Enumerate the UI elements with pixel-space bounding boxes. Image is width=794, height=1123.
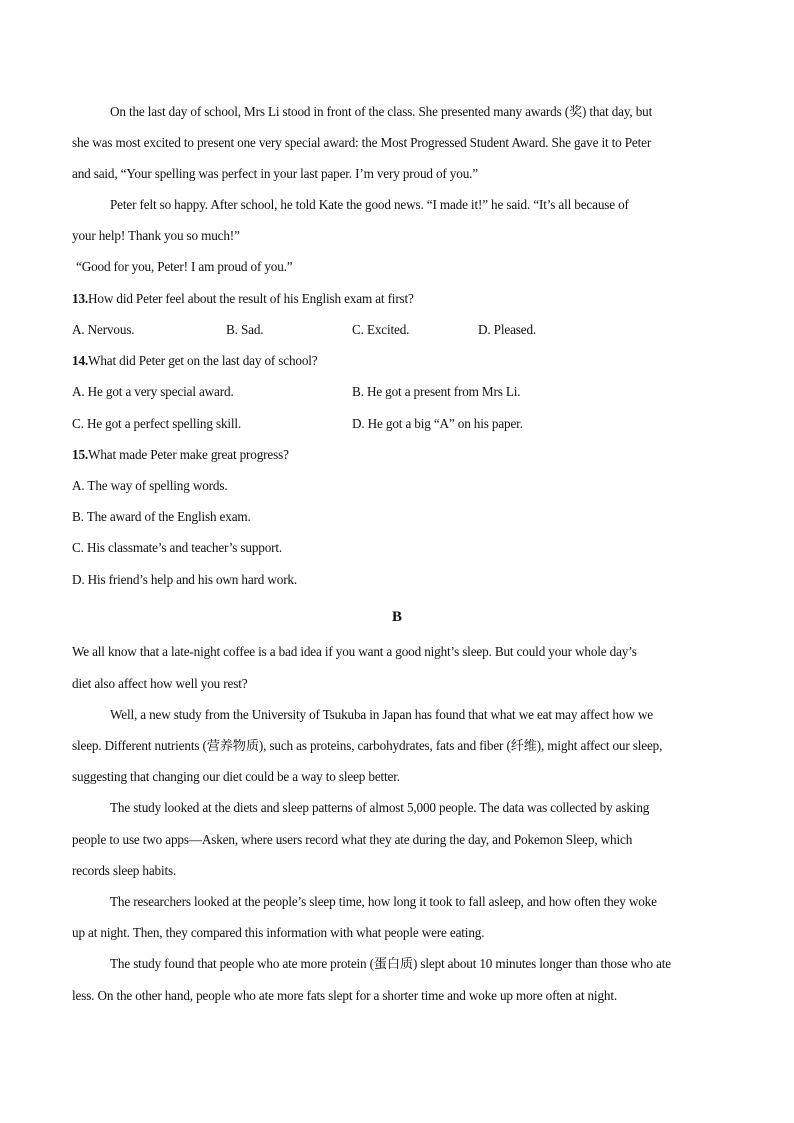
passage-a-line-4: Peter felt so happy. After school, he told Kate the good news. “I made it!” he said. “It’s all because of	[110, 197, 629, 212]
passage-b-line-5: suggesting that changing our diet could be a way to sleep better.	[72, 769, 400, 784]
passage-b-line-11: The study found that people who ate more protein (蛋白质) slept about 10 minutes longer than those who ate	[110, 956, 672, 971]
passage-a-line-1: On the last day of school, Mrs Li stood in front of the class. She presented many awards (奖) that day, but	[110, 104, 653, 119]
passage-b-line-2: diet also affect how well you rest?	[72, 676, 248, 691]
question-14	[72, 353, 732, 369]
q15-option-a: A. The way of spelling words.	[72, 478, 228, 493]
passage-b-line-4: sleep. Different nutrients (营养物质), such as proteins, carbohydrates, fats and fiber (纤维), might affect our sleep,	[72, 738, 663, 753]
q15-option-d: D. His friend’s help and his own hard work.	[72, 572, 298, 587]
q14-option-a: A. He got a very special award.	[72, 384, 234, 399]
question-text: How did Peter feel about the result of his English exam at first?	[88, 291, 414, 306]
question-number: 13.	[72, 291, 89, 306]
passage-b-line-9: The researchers looked at the people’s sleep time, how long it took to fall asleep, and how often they woke	[110, 894, 657, 909]
passage-b-line-8: records sleep habits.	[72, 863, 177, 878]
question-13	[72, 291, 732, 307]
q14-option-d: D. He got a big “A” on his paper.	[352, 416, 523, 431]
q13-option-d: D. Pleased.	[478, 322, 537, 337]
question-15	[72, 447, 732, 463]
passage-b-line-6: The study looked at the diets and sleep patterns of almost 5,000 people. The data was collected by asking	[110, 800, 650, 815]
q13-option-a: A. Nervous.	[72, 322, 135, 337]
passage-b-line-12: less. On the other hand, people who ate more fats slept for a shorter time and woke up more often at night.	[72, 988, 617, 1003]
section-heading: B	[391, 609, 402, 625]
passage-b-line-7: people to use two apps—Asken, where users record what they ate during the day, and Pokemon Sleep, which	[72, 832, 633, 847]
question-text: What did Peter get on the last day of school?	[88, 353, 318, 368]
question-number: 15.	[72, 447, 89, 462]
passage-a-line-2: she was most excited to present one very special award: the Most Progressed Student Award. She gave it to Peter	[72, 135, 652, 150]
passage-a-line-3: and said, “Your spelling was perfect in your last paper. I’m very proud of you.”	[72, 166, 478, 181]
q15-option-c: C. His classmate’s and teacher’s support.	[72, 540, 283, 555]
question-number: 14.	[72, 353, 89, 368]
q14-option-c: C. He got a perfect spelling skill.	[72, 416, 242, 431]
passage-a-line-5: your help! Thank you so much!”	[72, 228, 240, 243]
q13-option-b: B. Sad.	[226, 322, 264, 337]
passage-a-line-6: “Good for you, Peter! I am proud of you.”	[76, 259, 293, 274]
passage-b-line-3: Well, a new study from the University of Tsukuba in Japan has found that what we eat may affect how we	[110, 707, 653, 722]
q15-option-b: B. The award of the English exam.	[72, 509, 251, 524]
question-text: What made Peter make great progress?	[88, 447, 289, 462]
q14-option-b: B. He got a present from Mrs Li.	[352, 384, 521, 399]
passage-b-line-1: We all know that a late-night coffee is a bad idea if you want a good night’s sleep. But could your whole day’s	[72, 644, 637, 659]
passage-b-line-10: up at night. Then, they compared this information with what people were eating.	[72, 925, 485, 940]
q13-option-c: C. Excited.	[352, 322, 410, 337]
